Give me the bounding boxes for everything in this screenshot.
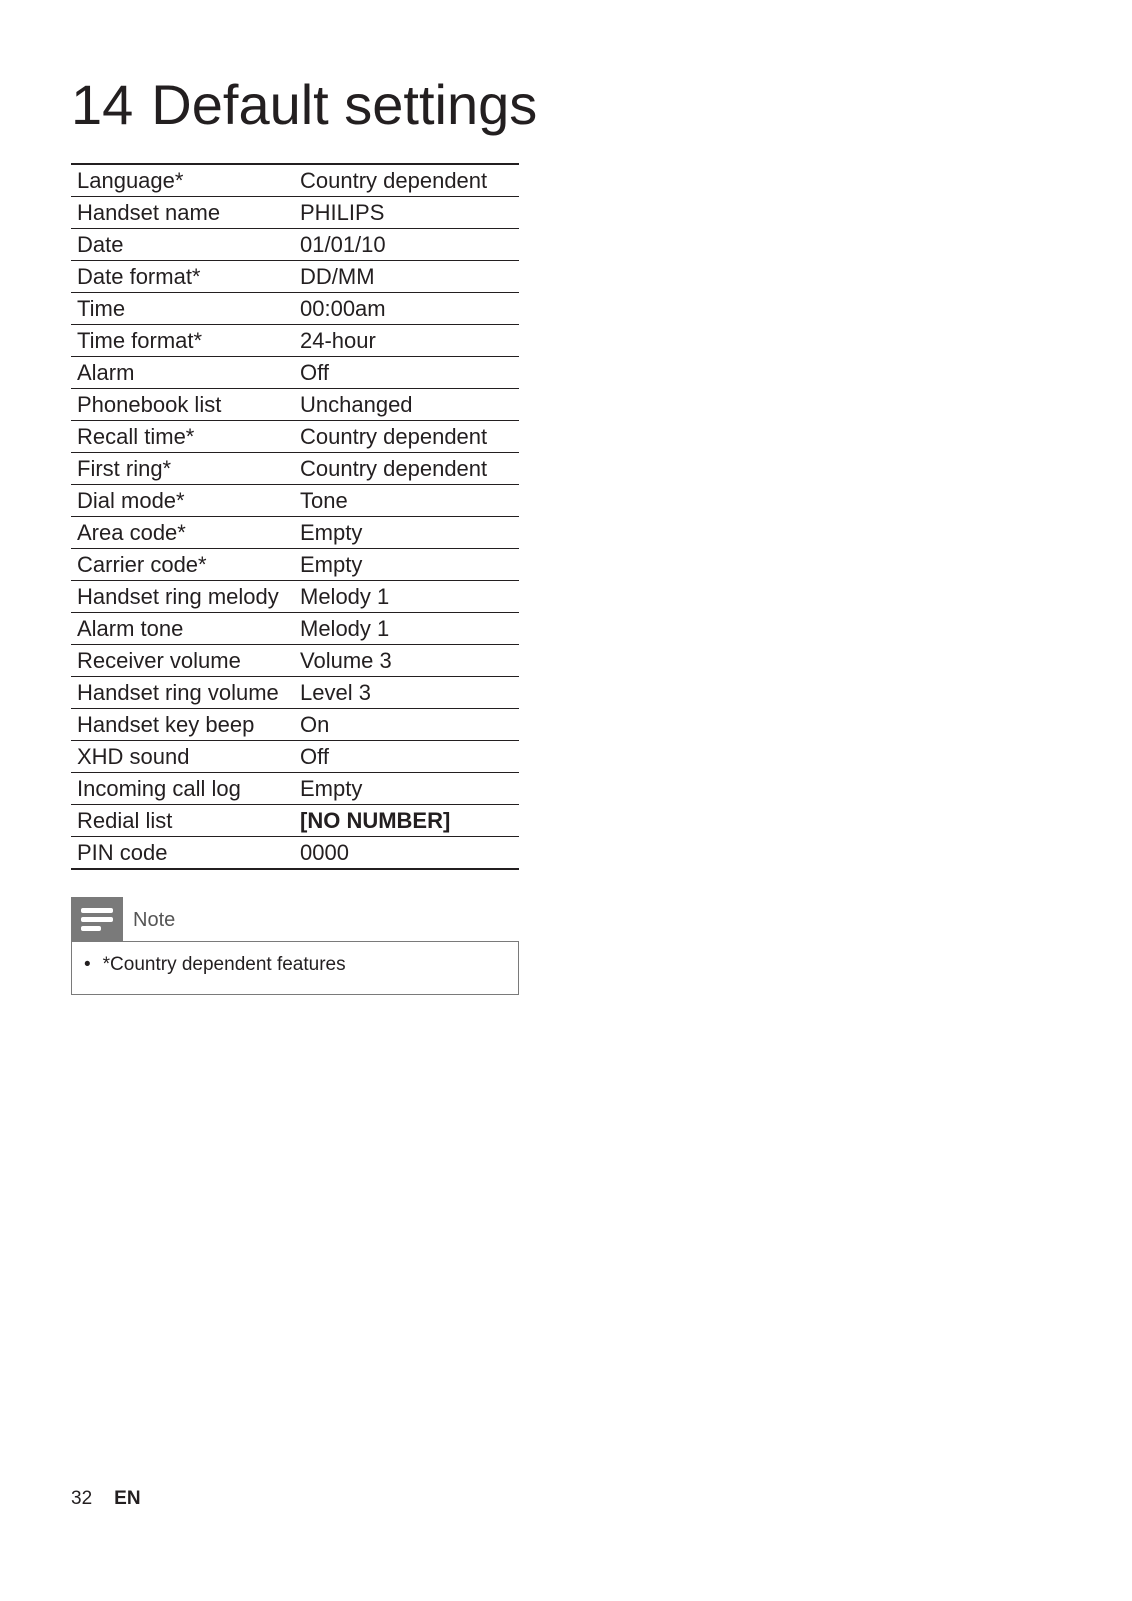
setting-value: Country dependent: [294, 164, 519, 197]
setting-name: Alarm: [71, 357, 294, 389]
table-row: [71, 837, 519, 870]
table-row: [71, 677, 519, 709]
setting-value: On: [294, 709, 519, 741]
table-row: [71, 517, 519, 549]
setting-value: Country dependent: [294, 421, 519, 453]
setting-value: 00:00am: [294, 293, 519, 325]
setting-value: Empty: [294, 773, 519, 805]
setting-value: 01/01/10: [294, 229, 519, 261]
note-header: [71, 897, 519, 941]
note-icon-line: [81, 926, 101, 931]
setting-name: Handset ring melody: [71, 581, 294, 613]
table-row: [71, 741, 519, 773]
page-number: 32: [71, 1488, 93, 1509]
setting-name: Time: [71, 293, 294, 325]
setting-name: PIN code: [71, 837, 294, 870]
setting-name: Handset ring volume: [71, 677, 294, 709]
table-row: [71, 197, 519, 229]
setting-name: Carrier code*: [71, 549, 294, 581]
table-row: [71, 164, 519, 197]
note-label: Note: [133, 909, 176, 931]
note-icon-line: [81, 908, 113, 913]
chapter-title-text: Default settings: [151, 73, 538, 136]
setting-name: Phonebook list: [71, 389, 294, 421]
setting-value: Off: [294, 741, 519, 773]
setting-value: Unchanged: [294, 389, 519, 421]
table-row: [71, 229, 519, 261]
table-row: [71, 549, 519, 581]
table-row: [71, 805, 519, 837]
note-box: [71, 897, 519, 995]
note-icon: [71, 897, 123, 941]
setting-value: Melody 1: [294, 581, 519, 613]
setting-name: XHD sound: [71, 741, 294, 773]
note-icon-line: [81, 917, 113, 922]
setting-value: 24-hour: [294, 325, 519, 357]
setting-name: Time format*: [71, 325, 294, 357]
table-row: [71, 645, 519, 677]
table-row: [71, 293, 519, 325]
table-row: [71, 773, 519, 805]
setting-value: Empty: [294, 517, 519, 549]
chapter-title: [71, 74, 537, 136]
setting-value: DD/MM: [294, 261, 519, 293]
setting-name: Date: [71, 229, 294, 261]
bullet: •: [84, 954, 91, 975]
setting-value: PHILIPS: [294, 197, 519, 229]
table-row: [71, 357, 519, 389]
table-row: [71, 325, 519, 357]
setting-value: Volume 3: [294, 645, 519, 677]
setting-value: Melody 1: [294, 613, 519, 645]
setting-value: [NO NUMBER]: [294, 805, 519, 837]
setting-name: Redial list: [71, 805, 294, 837]
setting-name: Handset key beep: [71, 709, 294, 741]
language-code: EN: [114, 1488, 141, 1509]
setting-name: Area code*: [71, 517, 294, 549]
table-row: [71, 485, 519, 517]
setting-value: Off: [294, 357, 519, 389]
table-row: [71, 389, 519, 421]
setting-name: Receiver volume: [71, 645, 294, 677]
page-footer: [71, 1488, 141, 1510]
table-row: [71, 581, 519, 613]
table-row: [71, 261, 519, 293]
setting-name: Handset name: [71, 197, 294, 229]
table-row: [71, 709, 519, 741]
setting-value: Country dependent: [294, 453, 519, 485]
setting-name: Language*: [71, 164, 294, 197]
setting-name: Recall time*: [71, 421, 294, 453]
setting-name: Alarm tone: [71, 613, 294, 645]
table-row: [71, 453, 519, 485]
setting-name: Date format*: [71, 261, 294, 293]
note-text: *Country dependent features: [102, 954, 346, 975]
setting-name: Incoming call log: [71, 773, 294, 805]
setting-name: Dial mode*: [71, 485, 294, 517]
table-row: [71, 421, 519, 453]
chapter-number: 14: [71, 73, 134, 136]
setting-value: Level 3: [294, 677, 519, 709]
setting-value: 0000: [294, 837, 519, 870]
note-body: [71, 941, 519, 995]
default-settings-table: [71, 163, 519, 870]
setting-value: Tone: [294, 485, 519, 517]
setting-name: First ring*: [71, 453, 294, 485]
setting-value: Empty: [294, 549, 519, 581]
table-row: [71, 613, 519, 645]
